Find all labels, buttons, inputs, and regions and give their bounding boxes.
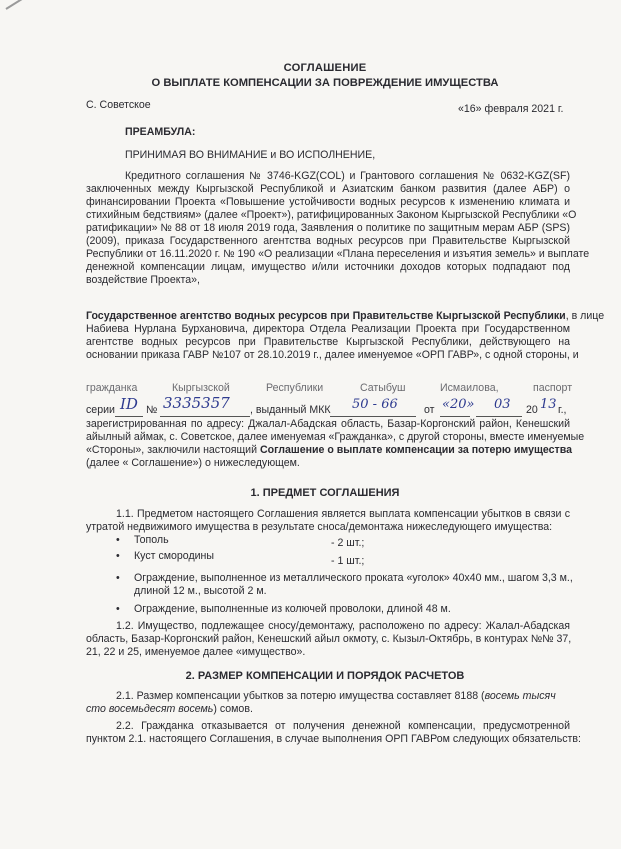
- text-line: финансировании Проекта «Повышение устойчивости водных ресурсов к изменению климата и: [86, 196, 570, 208]
- text-line: 1.2. Имущество, подлежащее сносу/демонтажу, расположено по адресу: Жалал-Абадская: [116, 620, 570, 632]
- text-line: 2.1. Размер компенсации убытков за потерю имущества составляет 8188 (восемь тысяч: [116, 690, 556, 702]
- list-item: •: [116, 603, 120, 615]
- text-line: 2.2. Гражданка отказывается от получения денежной компенсации, предусмотренной: [116, 720, 570, 732]
- agency-name: Государственное агентство водных ресурсов при Правительстве Кыргызской Республики: [86, 310, 566, 322]
- text-line: ратификации» № 88 от 18 июля 2019 года, Заявления о политике по защитным мерам АБР (SPS): [86, 222, 570, 234]
- text-line: (2009), приказа Государственного агентства водных ресурсов при Правительстве Кыргызской: [86, 235, 570, 247]
- passport-series-handwritten: ID: [120, 395, 138, 413]
- text-line: Республики от 16.11.2020 г. № 190 «О реализации «Плана переселения и изъятия земель» и выплате: [86, 248, 590, 260]
- text-line: зарегистрированная по адресу: Джалал-Абадская область, Базар-Коргонский район, Кенешский: [86, 418, 570, 430]
- place: С. Советское: [86, 99, 151, 111]
- text-line: Государственное агентство водных ресурсов при Правительстве Кыргызской Республики, в лице: [86, 310, 605, 322]
- text-line: основании приказа ГАВР №107 от 28.10.2019 г., далее именуемое «ОРП ГАВР», с одной стороны, и: [86, 349, 579, 361]
- scan-mark: [5, 0, 38, 10]
- text-line: 1.1. Предметом настоящего Соглашения является выплата компенсации убытков в связи с: [116, 508, 570, 520]
- preamble-intro: ПРИНИМАЯ ВО ВНИМАНИЕ и ВО ИСПОЛНЕНИЕ,: [125, 149, 376, 161]
- preamble-heading: ПРЕАМБУЛА:: [125, 126, 196, 138]
- text-line: утратой недвижимого имущества в результате сноса/демонтажа нижеследующего имущества:: [86, 521, 553, 533]
- section-2-heading: 2. РАЗМЕР КОМПЕНСАЦИИ И ПОРЯДОК РАСЧЕТОВ: [185, 670, 465, 682]
- list-item: •: [116, 534, 120, 546]
- mkk-handwritten: 50 - 66: [352, 397, 398, 412]
- year-handwritten: 13: [540, 397, 557, 412]
- document-page: СОГЛАШЕНИЕ О ВЫПЛАТЕ КОМПЕНСАЦИИ ЗА ПОВРЕЖДЕНИЕ ИМУЩЕСТВА С. Советское «16» февраля 2021 г. ПРЕАМБУЛА: ПРИНИМАЯ ВО ВНИМАНИЕ и ВО ИСПОЛНЕНИЕ, Кредитного соглашения № 3746-KGZ(COL) и Грантового соглашения № 0632-KGZ(SF) заключенных между Кыргызской Республикой и Азиатским банком развития (далее АБР) о финансировании Проекта «Повышение устойчивости водных ресурсов к изменению климата и стихийным бедствиям» (далее «Проект»), ратифицированных Законом Кыргызской Республики «О ратификации» № 88 от 18 июля 2019 года, Заявления о политике по защитным мерам АБР (SPS) (2009), приказа Государственного агентства водных ресурсов при Правительстве Кыргызской Республики от 16.11.2020 г. № 190 «О реализации «Плана переселения и изъятия земель» и выплате денежной компенсации лицам, имущество и/или источники доходов которых подпадают под воздействие Проекта», Государственное агентство водных ресурсов при Правительстве Кыргызской Республики, в лице Набиева Нурлана Бурхановича, директора Отдела Реализации Проекта при Государственном агентстве водных ресурсов при Правительстве Кыргызской Республики, действующего на основании приказа ГАВР №107 от 28.10.2019 г., далее именуемое «ОРП ГАВР», с одной стороны, и гражданка Кыргызской Республики Сатыбуш Исмаилова, паспорт серии ID № 3335357 , выданный МКК 50 - 66 от «20» 03 20 13 г., зарегистрированная по адресу: Джалал-Абадская область, Базар-Коргонский район, Кенешский айылный аймак, с. Советское, далее именуемая «Гражданка», с другой стороны, вместе именуемые «Стороны», заключили настоящий Соглашение о выплате компенсации за потерю имущества (далее « Соглашение») о нижеследующем. 1. ПРЕДМЕТ СОГЛАШЕНИЯ 1.1. Предметом настоящего Соглашения является выплата компенсации убытков в связи с утратой недвижимого имущества в результате сноса/демонтажа нижеследующего имущества: • Тополь - 2 шт.; • Куст смородины - 1 шт.; • Ограждение, выполненное из металлического проката «уголок» 40х40 мм., шагом 3,3 м., длиной 12 м., высотой 2 м. • Ограждение, выполненные из колючей проволоки, длиной 48 м. 1.2. Имущество, подлежащее сносу/демонтажу, расположено по адресу: Жалал-Абадская область, Базар-Коргонский район, Кенешский айыл окмоту, с. Кызыл-Октябрь, в контурах №№ 37, 21, 22 и 25, именуемое далее «имущество». 2. РАЗМЕР КОМПЕНСАЦИИ И ПОРЯДОК РАСЧЕТОВ 2.1. Размер компенсации убытков за потерю имущества составляет 8188 (восемь тысяч сто восемьдесят восемь) сомов. 2.2. Гражданка отказывается от получения денежной компенсации, предусмотренной пунктом 2.1. настоящего Соглашения, в случае выполнения ОРП ГАВРом следующих обязательств:: [0, 0, 621, 849]
- text-line: Набиева Нурлана Бурхановича, директора Отдела Реализации Проекта при Государственном: [86, 323, 570, 335]
- section-1-heading: 1. ПРЕДМЕТ СОГЛАШЕНИЯ: [250, 487, 400, 499]
- month-handwritten: 03: [494, 397, 511, 412]
- text-line: заключенных между Кыргызской Республикой и Азиатским банком развития (далее АБР) о: [86, 183, 570, 195]
- document-subtitle: О ВЫПЛАТЕ КОМПЕНСАЦИИ ЗА ПОВРЕЖДЕНИЕ ИМУЩЕСТВА: [151, 77, 499, 89]
- text-line: сто восемьдесят восемь) сомов.: [86, 703, 253, 715]
- text-line: денежной компенсации лицам, имущество и/или источники доходов которых подпадают под: [86, 261, 570, 273]
- text-line: воздействие Проекта»,: [86, 274, 200, 286]
- date: «16» февраля 2021 г.: [458, 103, 564, 115]
- list-item: •: [116, 572, 120, 584]
- text-line: агентстве водных ресурсов при Правительстве Кыргызской Республики, действующего на: [86, 336, 570, 348]
- text-line: пунктом 2.1. настоящего Соглашения, в случае выполнения ОРП ГАВРом следующих обязательств:: [86, 733, 581, 745]
- text-line: 21, 22 и 25, именуемое далее «имущество».: [86, 646, 306, 658]
- text-line: айылный аймак, с. Советское, далее именуемая «Гражданка», с другой стороны, вместе именуемые: [86, 431, 585, 443]
- text-line: (далее « Соглашение») о нижеследующем.: [86, 457, 300, 469]
- document-title: СОГЛАШЕНИЕ: [283, 62, 367, 74]
- text-line: область, Базар-Коргонский район, Кенешский айыл окмоту, с. Кызыл-Октябрь, в контурах №№ 37,: [86, 633, 572, 645]
- list-item: •: [116, 550, 120, 562]
- day-handwritten: «20»: [442, 397, 475, 412]
- text-line: Кредитного соглашения № 3746-KGZ(COL) и Грантового соглашения № 0632-KGZ(SF): [125, 170, 570, 182]
- passport-number-handwritten: 3335357: [163, 394, 230, 412]
- text-line: стихийным бедствиям» (далее «Проект»), ратифицированных Законом Кыргызской Республики «О: [86, 209, 577, 221]
- text-line: «Стороны», заключили настоящий Соглашение о выплате компенсации за потерю имущества: [86, 444, 573, 456]
